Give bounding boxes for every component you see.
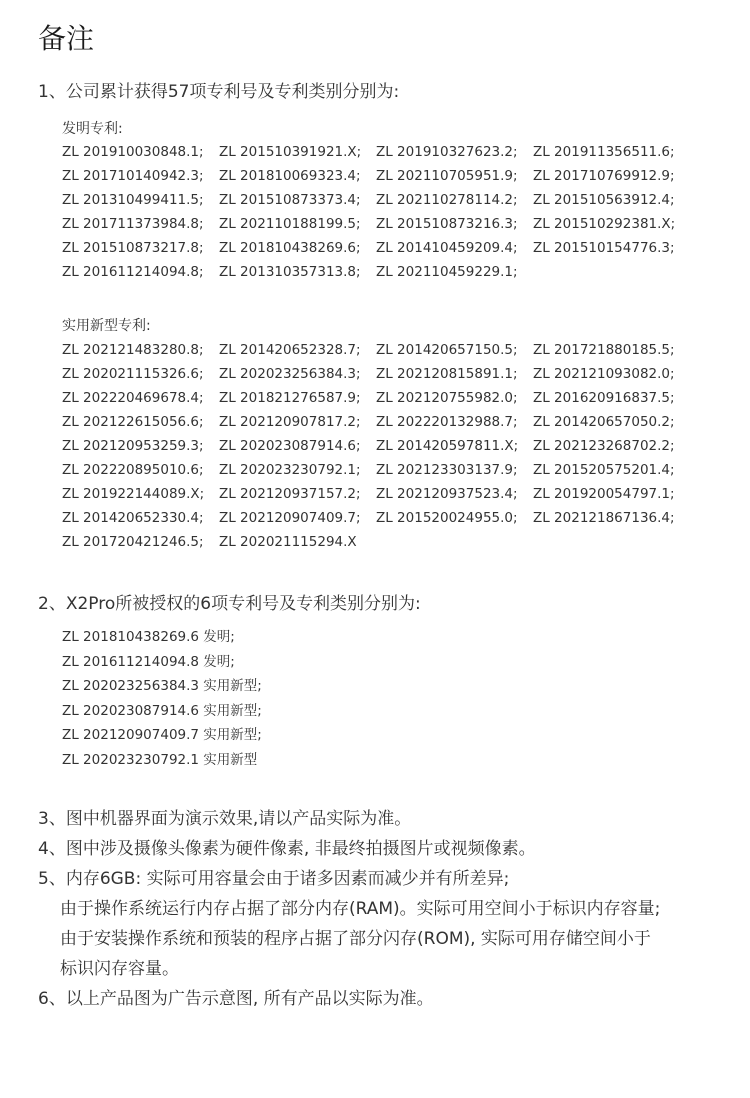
utility-patent-number: ZL 202123268702.2; xyxy=(533,438,675,454)
utility-patent-number: ZL 201420652330.4; xyxy=(62,510,204,526)
x2pro-patent-item: ZL 201810438269.6 发明; xyxy=(62,629,235,645)
section-2-heading: 2、X2Pro所被授权的6项专利号及专利类别分别为: xyxy=(38,594,421,614)
utility-patent-number: ZL 202120937157.2; xyxy=(219,486,361,502)
utility-patent-number: ZL 202120937523.4; xyxy=(376,486,518,502)
x2pro-patent-item: ZL 201611214094.8 发明; xyxy=(62,653,235,670)
utility-patent-number: ZL 202121867136.4; xyxy=(533,510,675,526)
invention-patent-number: ZL 201510563912.4; xyxy=(533,192,675,208)
invention-patent-number: ZL 201810438269.6; xyxy=(219,240,361,256)
utility-patent-number: ZL 202220895010.6; xyxy=(62,462,204,478)
utility-patent-number: ZL 202220132988.7; xyxy=(376,414,518,430)
invention-patent-number: ZL 202110278114.2; xyxy=(376,192,518,208)
utility-patent-number: ZL 202120755982.0; xyxy=(376,390,518,406)
utility-patent-number: ZL 201620916837.5; xyxy=(533,390,675,406)
utility-patent-number: ZL 202021115326.6; xyxy=(62,366,204,382)
invention-patent-number: ZL 201510391921.X; xyxy=(219,144,362,160)
invention-patent-number: ZL 201510154776.3; xyxy=(533,240,675,256)
utility-patent-number: ZL 202220469678.4; xyxy=(62,390,204,406)
invention-patent-number: ZL 201710140942.3; xyxy=(62,168,204,184)
invention-patent-number: ZL 201310499411.5; xyxy=(62,192,204,208)
invention-patent-number: ZL 201510873216.3; xyxy=(376,216,518,232)
utility-patent-number: ZL 201720421246.5; xyxy=(62,534,204,550)
invention-patent-number: ZL 202110705951.9; xyxy=(376,168,518,184)
invention-patents-label: 发明专利: xyxy=(62,121,123,137)
x2pro-patent-item: ZL 202023256384.3 实用新型; xyxy=(62,678,262,694)
invention-patent-number: ZL 202110188199.5; xyxy=(219,216,361,232)
x2pro-patent-item: ZL 202023230792.1 实用新型 xyxy=(62,751,258,768)
invention-patent-number: ZL 201710769912.9; xyxy=(533,168,675,184)
page-title: 备注 xyxy=(38,22,95,55)
utility-patent-number: ZL 202023087914.6; xyxy=(219,438,361,454)
notes-list xyxy=(38,804,728,1014)
invention-patent-number: ZL 202110459229.1; xyxy=(376,264,518,280)
utility-patent-number: ZL 202120815891.1; xyxy=(376,366,518,382)
invention-patent-number: ZL 201310357313.8; xyxy=(219,264,361,280)
section-1-heading: 1、公司累计获得57项专利号及专利类别分别为: xyxy=(38,82,400,102)
utility-patent-number: ZL 201420652328.7; xyxy=(219,342,361,358)
invention-patent-number: ZL 201911356511.6; xyxy=(533,144,675,160)
utility-patent-number: ZL 202120907817.2; xyxy=(219,414,361,430)
utility-patent-number: ZL 202023256384.3; xyxy=(219,366,361,382)
invention-patent-number: ZL 201910327623.2; xyxy=(376,144,518,160)
invention-patent-number: ZL 201910030848.1; xyxy=(62,144,204,160)
utility-patent-number: ZL 202121093082.0; xyxy=(533,366,675,382)
invention-patent-list xyxy=(62,140,722,284)
note-line: 4、图中涉及摄像头像素为硬件像素, 非最终拍摄图片或视频像素。 xyxy=(38,839,536,859)
x2pro-patent-item: ZL 202120907409.7 实用新型; xyxy=(62,727,262,743)
invention-patent-number: ZL 201810069323.4; xyxy=(219,168,361,184)
utility-patent-number: ZL 202123303137.9; xyxy=(376,462,518,478)
invention-patent-number: ZL 201611214094.8; xyxy=(62,264,204,280)
note-line: 由于安装操作系统和预装的程序占据了部分闪存(ROM), 实际可用存储空间小于 xyxy=(60,929,651,949)
x2pro-patent-list xyxy=(62,625,262,772)
invention-patent-number: ZL 201510873217.8; xyxy=(62,240,204,256)
utility-patent-number: ZL 202121483280.8; xyxy=(62,342,204,358)
utility-patent-number: ZL 201922144089.X; xyxy=(62,486,205,502)
utility-patent-number: ZL 201920054797.1; xyxy=(533,486,675,502)
utility-patent-number: ZL 202021115294.X xyxy=(219,534,357,550)
utility-patent-list xyxy=(62,338,722,554)
note-line: 6、以上产品图为广告示意图, 所有产品以实际为准。 xyxy=(38,989,434,1009)
utility-patent-number: ZL 201821276587.9; xyxy=(219,390,361,406)
note-line: 标识闪存容量。 xyxy=(60,959,179,979)
utility-patent-number: ZL 202023230792.1; xyxy=(219,462,361,478)
invention-patent-number: ZL 201510873373.4; xyxy=(219,192,361,208)
note-line: 5、内存6GB: 实际可用容量会由于诸多因素而减少并有所差异; xyxy=(38,869,510,889)
utility-patent-number: ZL 201420597811.X; xyxy=(376,438,519,454)
utility-patent-number: ZL 201420657050.2; xyxy=(533,414,675,430)
utility-patent-number: ZL 201420657150.5; xyxy=(376,342,518,358)
invention-patent-number: ZL 201410459209.4; xyxy=(376,240,518,256)
utility-patent-number: ZL 201721880185.5; xyxy=(533,342,675,358)
note-line: 3、图中机器界面为演示效果,请以产品实际为准。 xyxy=(38,809,412,829)
invention-patent-number: ZL 201711373984.8; xyxy=(62,216,204,232)
utility-patent-number: ZL 202120907409.7; xyxy=(219,510,361,526)
note-line: 由于操作系统运行内存占据了部分内存(RAM)。实际可用空间小于标识内存容量; xyxy=(60,899,661,919)
invention-patent-number: ZL 201510292381.X; xyxy=(533,216,676,232)
utility-patent-number: ZL 201520575201.4; xyxy=(533,462,675,478)
utility-patent-number: ZL 202120953259.3; xyxy=(62,438,204,454)
x2pro-patent-item: ZL 202023087914.6 实用新型; xyxy=(62,702,262,719)
utility-patent-number: ZL 201520024955.0; xyxy=(376,510,518,526)
utility-patent-number: ZL 202122615056.6; xyxy=(62,414,204,430)
utility-patents-label: 实用新型专利: xyxy=(62,318,151,334)
